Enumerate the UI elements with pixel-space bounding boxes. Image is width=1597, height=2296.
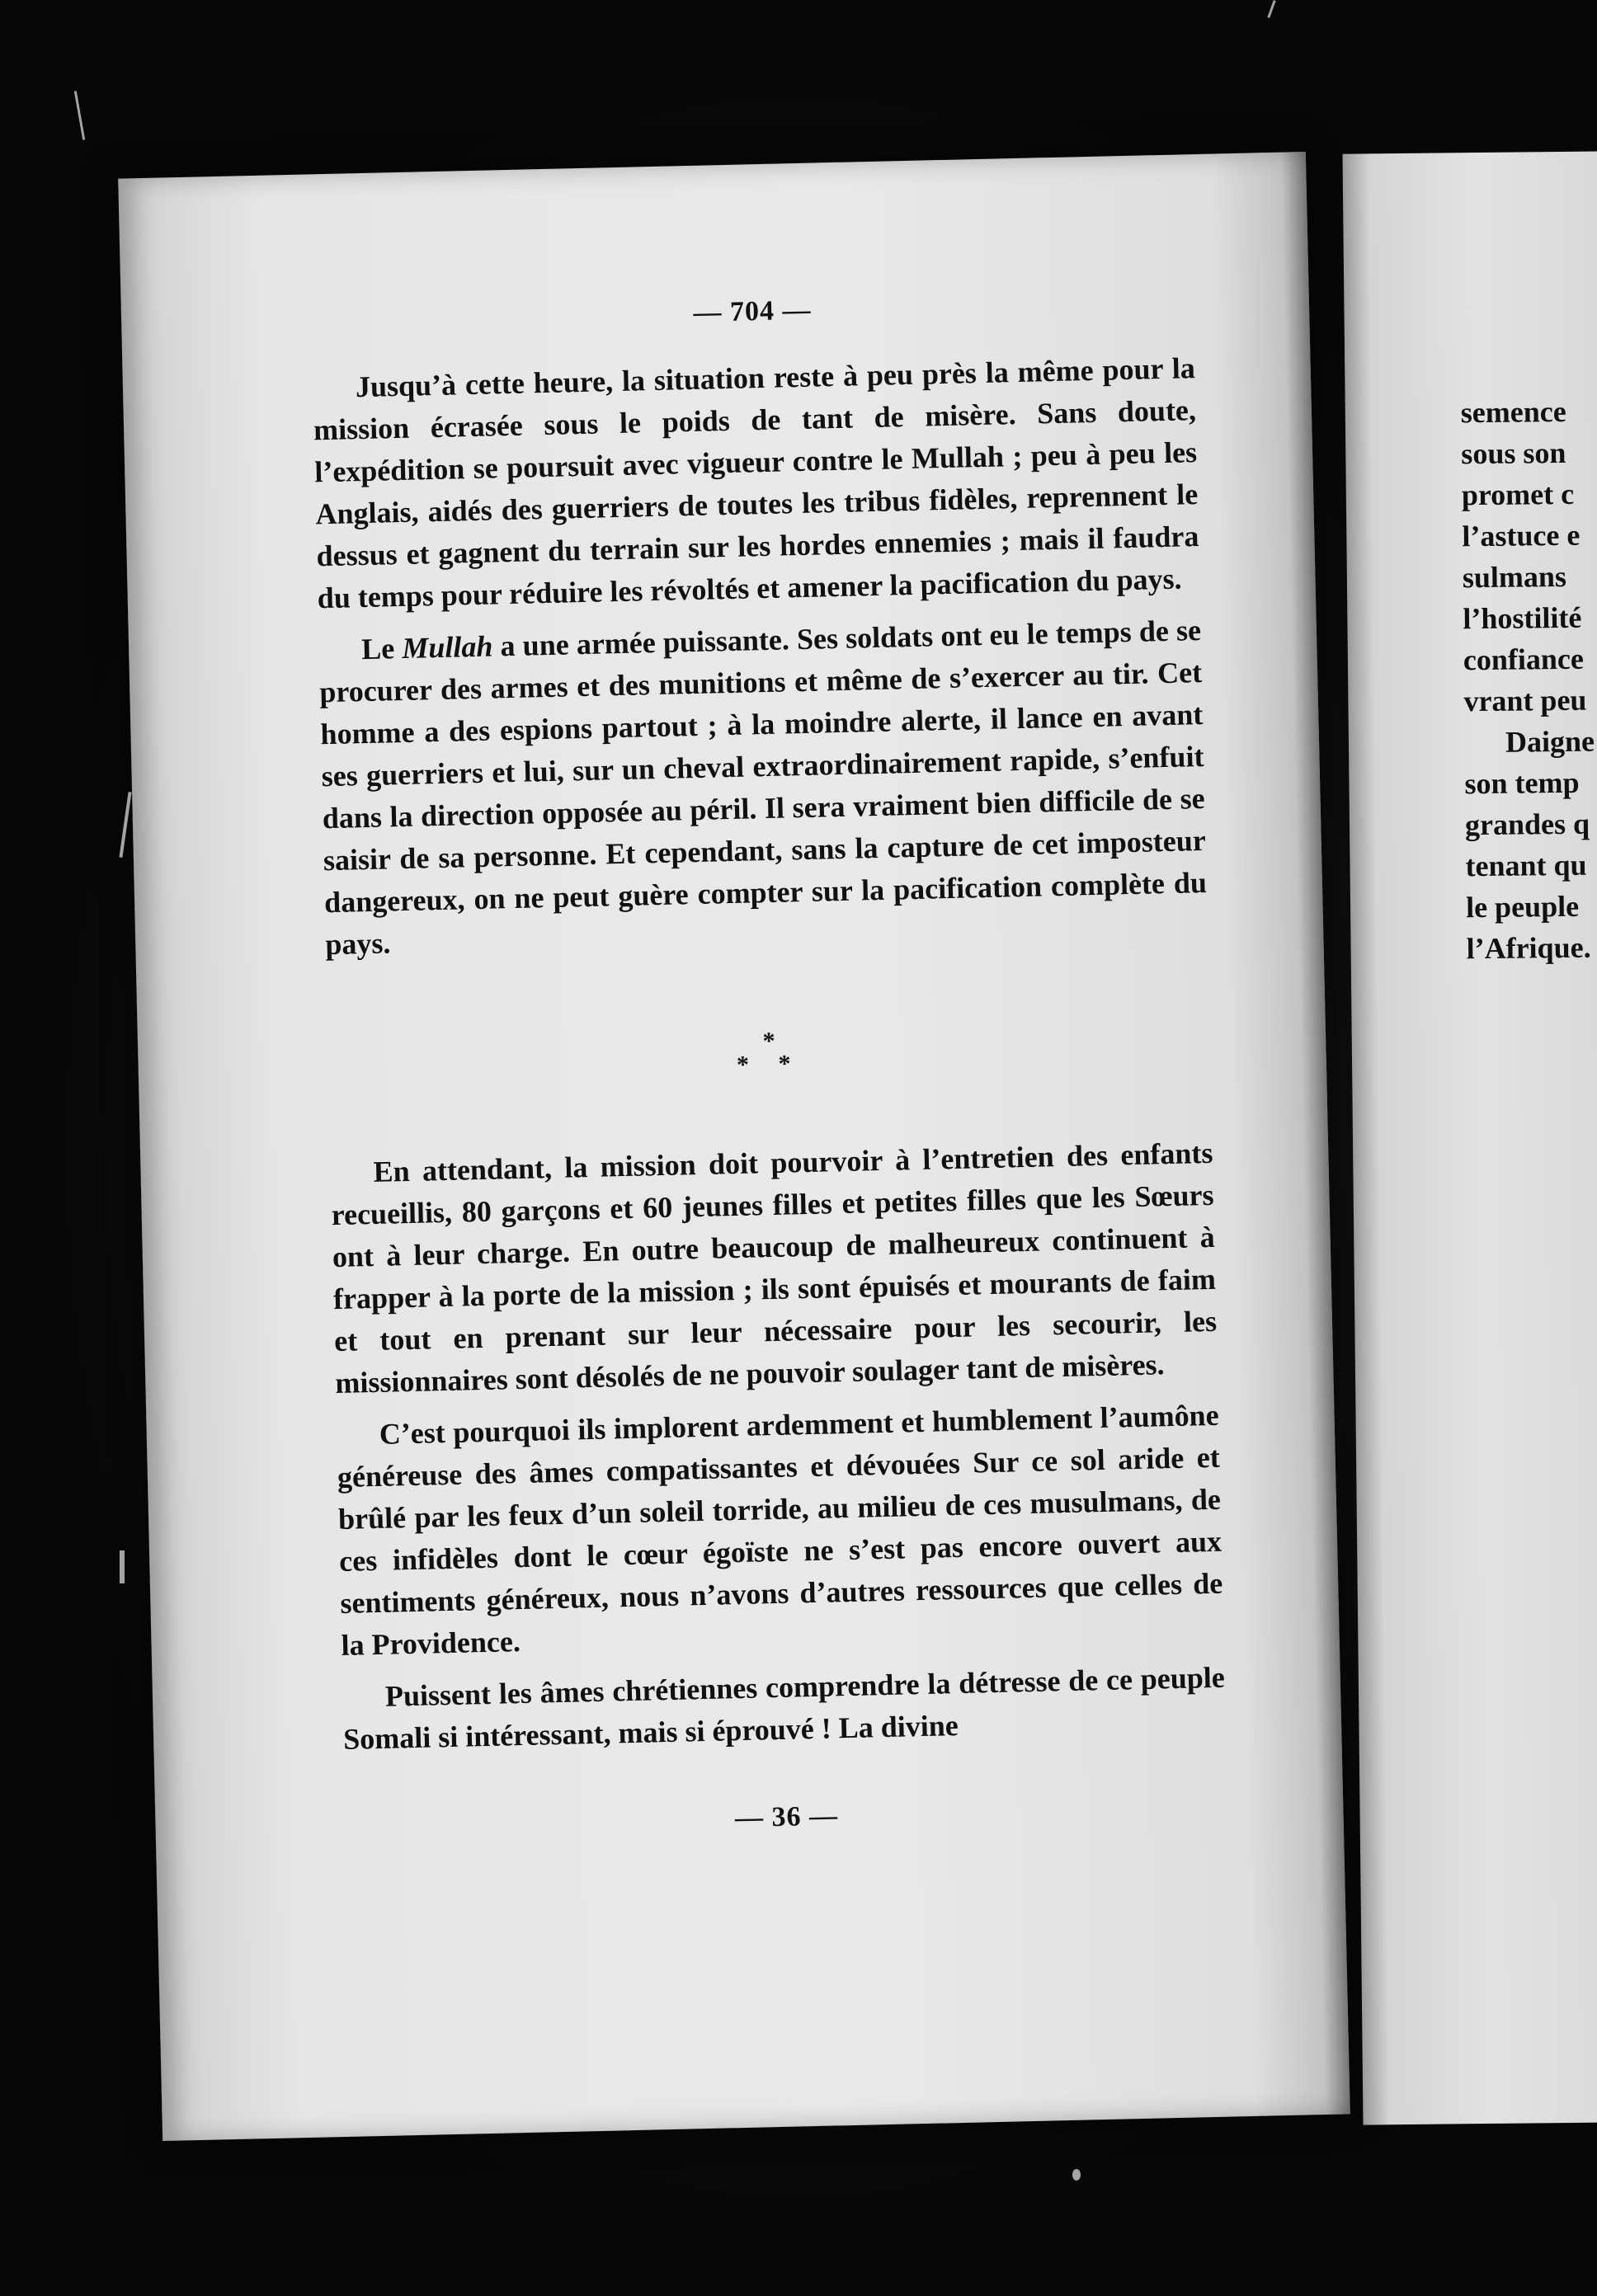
paragraph-2 [318,609,1208,966]
film-scratch [120,1550,125,1583]
film-scratch [1072,2169,1081,2181]
left-page-text-block [311,286,1228,1843]
right-line: Daigne [1505,724,1595,759]
right-line: l’Afrique. [1466,930,1591,966]
right-line: grandes q [1464,807,1590,842]
right-line: confiance [1463,642,1585,677]
right-line: son temp [1464,765,1580,801]
right-line: tenant qu [1465,848,1587,883]
right-line: l’astuce e [1462,518,1581,553]
paragraph-2-prefix: Le [360,631,403,666]
paragraph-5: Puissent les âmes chrétiennes comprendre la détresse de ce peuple Somali si intéressant, mais si éprouvé ! La divine [342,1660,1226,1756]
paragraph-1: Jusqu’à cette heure, la situation reste à peu près la même pour la mission écrasée sous le poids de tant de misère. Sans doute, l’expédition se poursuit avec vigueur contre le Mullah ; peu à peu les Anglais, aidés des guerriers de toutes les tribus fidèles, reprennent le dessus et gagnent du terrain sur les hordes ennemies ; mais il faudra du temps pour réduire les révoltés et amener la pacification du pays. [313,351,1199,615]
right-line: l’hostilité [1463,600,1582,636]
bottom-page-number: — 36 — [734,1800,839,1834]
asterism-bottom: * * [736,1050,803,1079]
paragraph-2-text: a une armée puissante. Ses soldats ont eu le temps de se procurer des armes et des munitions et même de s’exercer au tir. Cet homme a des espions partout ; à la moindre alerte, il lance en avant ses guerriers et lui, sur un cheval extraordinairement rapide, s’enfuit dans la direction opposée au péril. Il sera vraiment bien difficile de se saisir de sa personne. Et cependant, sans la capture de cet imposteur dangereux, on ne peut guère compter sur la pacification complète du pays. [318,614,1208,962]
right-line: sulmans [1462,559,1567,595]
right-line: vrant peu [1463,683,1587,718]
paragraph-3: En attendant, la mission doit pourvoir à l’entretien des enfants recueillis, 80 garçons et 60 jeunes filles et petites filles que les Sœurs ont à leur charge. En outre beaucoup de malheureux continuent à frapper à la porte de la mission ; ils sont épuisés et mourants de faim et tout en prenant sur leur nécessaire pour les secourir, les missionnaires sont désolés de ne pouvoir soulager tant de misères. [331,1136,1218,1400]
right-page-fragment [1342,151,1597,2124]
right-line: promet c [1461,477,1575,512]
paragraph-2-italic-mullah: Mullah [401,629,493,665]
right-page-lines [1461,388,1597,969]
left-page [118,152,1350,2141]
right-line: sous son [1461,435,1566,471]
top-page-number: — 704 — [693,294,812,328]
section-asterism [327,1020,1211,1086]
right-line: le peuple [1465,889,1580,925]
asterism-top: * [762,1027,775,1056]
paragraph-4: C’est pourquoi ils implorent ardemment et humblement l’aumône généreuse des âmes compatissantes et dévouées Sur ce sol aride et brûlé par les feux d’un soleil torride, au milieu de ces musulmans, de ces infidèles dont le cœur égoïste ne s’est pas encore ouvert aux sentiments généreux, nous n’avons d’autres ressources que celles de la Providence. [337,1398,1223,1662]
right-line: semence [1460,394,1566,430]
